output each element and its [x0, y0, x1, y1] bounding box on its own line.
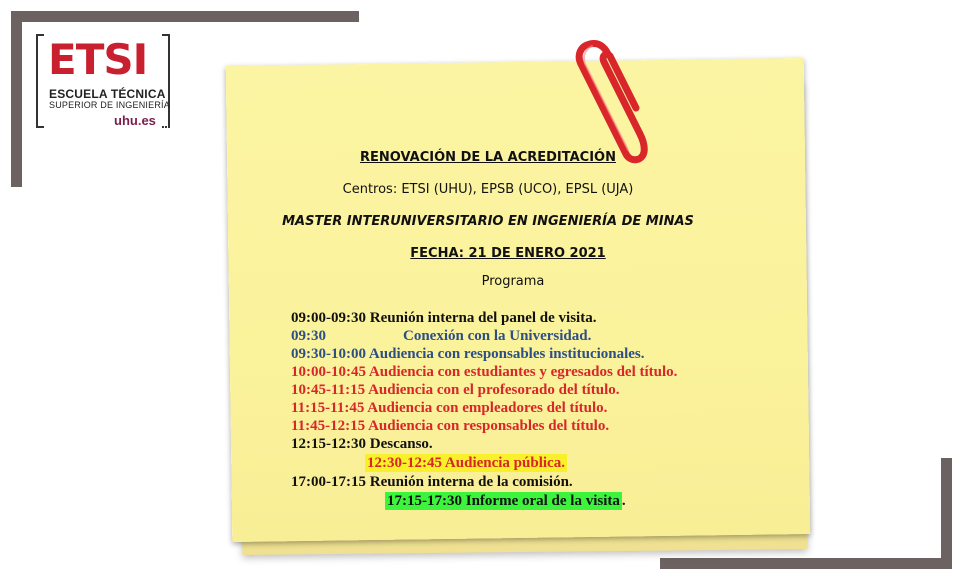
- schedule-text: Informe oral de la visita: [462, 493, 620, 509]
- schedule-item: [291, 400, 607, 417]
- logo-domain: [114, 113, 156, 128]
- schedule-text: Audiencia con empleadores del título.: [364, 400, 608, 416]
- schedule-item: [291, 346, 645, 363]
- logo-bracket-left: [36, 34, 42, 128]
- schedule-time: 09:30: [291, 328, 326, 344]
- schedule-text: Audiencia con responsables institucionales.: [366, 346, 645, 362]
- schedule-time: 11:15-11:45: [291, 400, 365, 416]
- note-title: RENOVACIÓN DE LA ACREDITACIÓN: [360, 150, 616, 165]
- logo-wordmark: ETSI: [48, 35, 148, 84]
- schedule-text: Reunión interna del panel de visita.: [366, 310, 597, 326]
- schedule-text: Audiencia pública.: [442, 455, 565, 471]
- paper-clip-top: [590, 43, 608, 54]
- note-date: FECHA: 21 DE ENERO 2021: [410, 246, 606, 261]
- schedule-item: [291, 436, 433, 453]
- corner-frame-top: [11, 11, 359, 22]
- schedule-time: 11:45-12:15: [291, 418, 366, 434]
- schedule-time: 17:00-17:15: [291, 474, 366, 490]
- schedule-item: [291, 474, 573, 491]
- logo-bracket-right: [164, 34, 170, 128]
- schedule-time: 17:15-17:30: [387, 493, 462, 509]
- schedule-final-period: .: [621, 493, 626, 509]
- corner-frame-left: [11, 11, 22, 187]
- schedule-item: [291, 418, 609, 435]
- paper-clip-icon: [570, 36, 650, 166]
- schedule-item-highlighted: [365, 455, 567, 472]
- schedule-text: Reunión interna de la comisión.: [366, 474, 573, 490]
- highlight-yellow: [365, 454, 567, 472]
- schedule-time: 09:00-09:30: [291, 310, 366, 326]
- logo-domain-suffix: es: [141, 113, 156, 128]
- note-centers: Centros: ETSI (UHU), EPSB (UCO), EPSL (UJA): [342, 182, 634, 197]
- schedule-item: [291, 364, 677, 381]
- corner-frame-bottom: [660, 558, 952, 569]
- logo-subtitle-line1: ESCUELA TÉCNICA: [49, 87, 166, 101]
- paper-clip-outer: [579, 44, 644, 160]
- schedule-item: [291, 310, 596, 327]
- schedule-time: 10:45-11:15: [291, 382, 366, 398]
- schedule-item: [291, 328, 591, 345]
- schedule-item-highlighted: [385, 493, 626, 510]
- note-program-name: MASTER INTERUNIVERSITARIO EN INGENIERÍA DE MINAS: [282, 214, 694, 229]
- schedule-text: Conexión con la Universidad.: [403, 328, 592, 344]
- logo-domain-dot: .: [137, 113, 142, 128]
- schedule-time: 12:30-12:45: [367, 455, 442, 471]
- schedule-time: 12:15-12:30: [291, 436, 366, 452]
- etsi-logo: [36, 34, 170, 130]
- schedule-text: Audiencia con estudiantes y egresados del título.: [366, 364, 678, 380]
- schedule-time: 09:30-10:00: [291, 346, 366, 362]
- logo-subtitle-line2: SUPERIOR DE INGENIERÍA: [49, 100, 170, 110]
- sticky-note: [226, 58, 811, 542]
- schedule-time: 10:00-10:45: [291, 364, 366, 380]
- corner-frame-right: [941, 458, 952, 569]
- note-program-label: Programa: [481, 274, 545, 289]
- schedule-text: Descanso.: [366, 436, 433, 452]
- logo-domain-prefix: uhu: [114, 113, 138, 128]
- schedule-text: Audiencia con responsables del título.: [365, 418, 610, 434]
- schedule-item: [291, 382, 619, 399]
- highlight-green: [385, 492, 622, 510]
- schedule-text: Audiencia con el profesorado del título.: [365, 382, 620, 398]
